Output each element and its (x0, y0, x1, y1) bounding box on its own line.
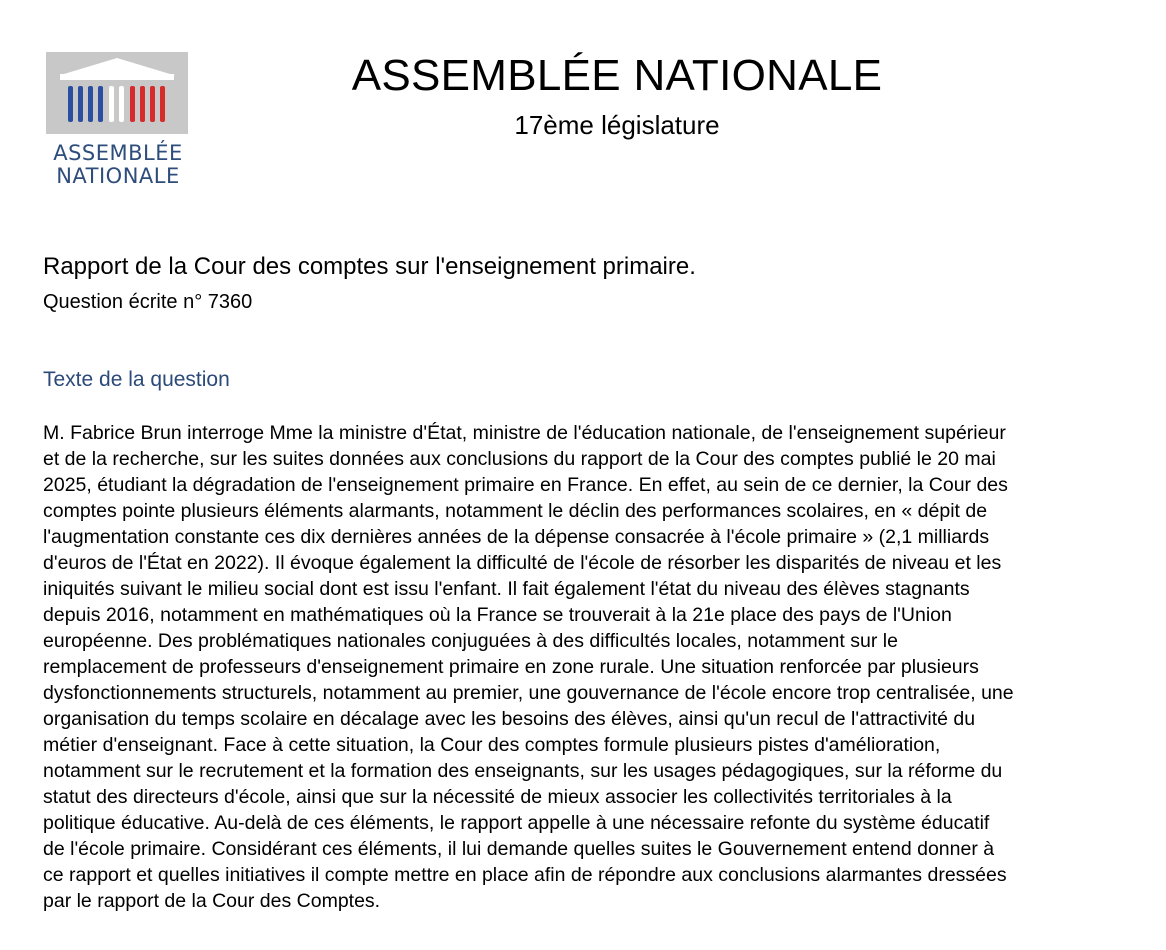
question-body-line: de l'école primaire. Considérant ces éléments, il lui demande quelles suites le Gouvernement entend donner à (43, 838, 995, 860)
question-body-line: dysfonctionnements structurels, notamment au premier, une gouvernance de l'école encore trop centralisée, une (43, 682, 1014, 704)
page-title: ASSEMBLÉE NATIONALE (351, 51, 883, 100)
question-body-line: M. Fabrice Brun interroge Mme la ministre d'État, ministre de l'éducation nationale, de l'enseignement supérieur (43, 422, 1006, 444)
question-body-line: statut des directeurs d'école, ainsi que sur la nécessité de mieux associer les collectivités territoriales à la (43, 786, 952, 808)
question-body-line: ce rapport et quelles initiatives il compte mettre en place afin de répondre aux conclusions alarmantes dressées (43, 864, 1007, 886)
logo-text-line-1: ASSEMBLÉE (53, 141, 183, 165)
question-body-line: organisation du temps scolaire en décalage avec les besoins des élèves, ainsi qu'un recul de l'attractivité du (43, 708, 976, 730)
question-body-line: depuis 2016, notamment en mathématiques où la France se trouverait à la 21e place des pays de l'Union (43, 604, 952, 626)
question-body-line: par le rapport de la Cour des Comptes. (43, 890, 381, 912)
question-body-line: et de la recherche, sur les suites données aux conclusions du rapport de la Cour des comptes publié le 20 mai (43, 448, 996, 470)
question-body-line: comptes pointe plusieurs éléments alarmants, notamment le déclin des performances scolaires, en « dépit de (43, 500, 988, 522)
question-body-line: 2025, étudiant la dégradation de l'enseignement primaire en France. En effet, au sein de ce dernier, la Cour des (43, 474, 1008, 496)
question-number: Question écrite n° 7360 (43, 291, 253, 313)
question-body (43, 420, 1133, 914)
report-title: Rapport de la Cour des comptes sur l'enseignement primaire. (43, 253, 696, 280)
question-body-line: remplacement de professeurs d'enseignement primaire en zone rurale. Une situation renforcée par plusieurs (43, 656, 979, 678)
section-heading-question-text: Texte de la question (43, 368, 230, 391)
question-body-line: d'euros de l'État en 2022). Il évoque également la difficulté de l'école de résorber les disparités de niveau et les (43, 552, 1002, 574)
question-body-line: politique éducative. Au-delà de ces éléments, le rapport appelle à une nécessaire refonte du système éducatif (43, 812, 990, 834)
logo-text-line-2: NATIONALE (56, 164, 180, 188)
legislature-subtitle: 17ème législature (514, 110, 720, 140)
question-body-line: métier d'enseignant. Face à cette situation, la Cour des comptes formule plusieurs pistes d'amélioration, (43, 734, 941, 756)
question-body-line: iniquités suivant le milieu social dont est issu l'enfant. Il fait également l'état du niveau des élèves stagnants (43, 578, 970, 600)
question-body-line: notamment sur le recrutement et la formation des enseignants, sur les usages pédagogiques, sur la réforme du (43, 760, 1003, 782)
question-body-line: européenne. Des problématiques nationales conjuguées à des difficultés locales, notamment sur le (43, 630, 898, 652)
question-body-line: l'augmentation constante ces dix dernières années de la dépense consacrée à l'école primaire » (2,1 milliards (43, 526, 990, 548)
